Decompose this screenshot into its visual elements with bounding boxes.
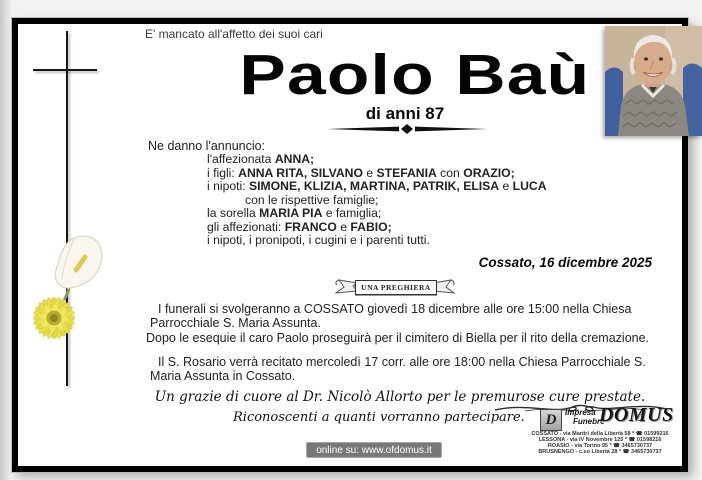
- thanks-doctor-line: Un grazie di cuore al Dr. Nicolò Allorto per le premurose cure prestate.: [154, 389, 646, 405]
- domus-addresses: [520, 431, 680, 455]
- prayer-ribbon-label: UNA PREGHIERA: [355, 280, 437, 295]
- family-line: la sorella MARIA PIA e famiglia;: [207, 206, 382, 220]
- family-line: l'affezionata ANNA;: [207, 152, 315, 166]
- address-line: BRUSNENGO - c.so Libertà 28 * ☎ 3465730737: [538, 449, 662, 455]
- address-line: LESSONA - via IV Novembre 125 * ☎ 01598216: [538, 437, 662, 443]
- family-line: i nipoti: SIMONE, KLIZIA, MARTINA, PATRIK, ELISA e LUCA: [207, 179, 547, 193]
- prayer-ribbon: [333, 277, 457, 297]
- announcement-intro: Ne danno l'annuncio:: [148, 139, 266, 153]
- address-line: ROASIO - via Torino 95 * ☎ 3465730737: [547, 443, 653, 449]
- deceased-name: Paolo Baù: [239, 43, 591, 107]
- family-line: i figli: ANNA RITA, SILVANO e STEFANIA con ORAZIO;: [207, 165, 515, 180]
- deceased-name-wrap: [140, 42, 690, 108]
- address-line: COSSATO - via Martiri della Libertà 58 * ☎ 01599216: [531, 431, 669, 437]
- domus-logo-impresa: Impresa: [565, 408, 596, 417]
- domus-logo-letter: D: [540, 409, 562, 431]
- family-line: gli affezionati: FRANCO e FABIO;: [207, 219, 392, 234]
- footer-online-link[interactable]: online su: www.ofdomus.it: [306, 442, 442, 458]
- family-list: [207, 153, 547, 248]
- domus-logo-funebre: Funebre: [573, 416, 605, 426]
- domus-brand: DOMUS: [599, 404, 674, 426]
- crucifix-horizontal-bar: [33, 69, 97, 71]
- cremation-details-paragraph: Dopo le esequie il caro Paolo proseguirà per il cimitero di Biella per il rito della cremazione.: [146, 331, 650, 345]
- family-line: con le rispettive famiglie;: [245, 192, 379, 207]
- title-divider-icon: [327, 124, 487, 134]
- age-line: di anni 87: [365, 104, 445, 123]
- intro-line: E' mancato all'affetto dei suoi cari: [145, 27, 323, 41]
- funeral-details-paragraph: I funerali si svolgeranno a COSSATO giovedì 18 dicembre alle ore 15:00 nella Chiesa Parrocchiale S. Maria Assunta.: [150, 302, 632, 330]
- rosary-details-paragraph: Il S. Rosario verrà recitato mercoledì 17 corr. alle ore 18:00 nella Chiesa Parrocchiale S. Maria Assunta in Cossato.: [150, 355, 646, 383]
- thanks-participants-line: Riconoscenti a quanti vorranno partecipare.: [233, 410, 525, 425]
- dateline: Cossato, 16 dicembre 2025: [478, 255, 652, 270]
- flowers-image: [12, 230, 116, 358]
- family-line: i nipoti, i pronipoti, i cugini e i parenti tutti.: [207, 233, 430, 247]
